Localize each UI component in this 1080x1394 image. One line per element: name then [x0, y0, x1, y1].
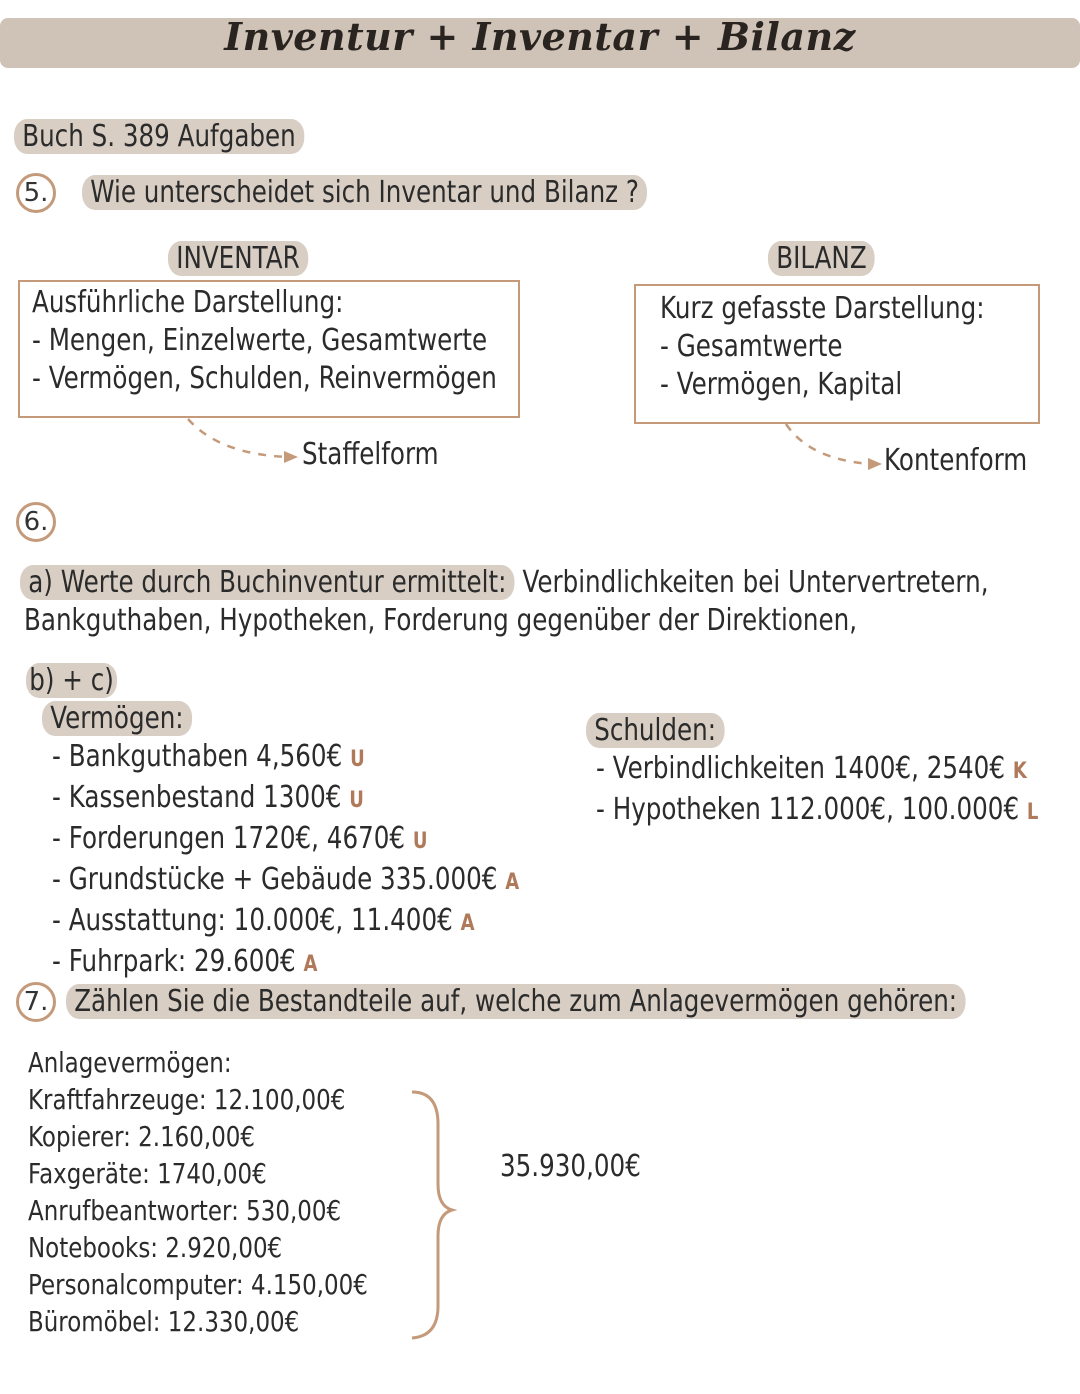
kontenform-label: Kontenform	[884, 443, 1028, 478]
question-5-number: 5.	[16, 173, 56, 213]
vermoegen-item-mark: A	[303, 952, 318, 977]
vermoegen-heading-label: Vermögen:	[42, 701, 192, 736]
bilanz-arrow	[780, 420, 890, 480]
inventar-line: Ausführliche Darstellung:	[32, 285, 344, 320]
anlagevermoegen-item: Kopierer: 2.160,00€	[28, 1120, 256, 1153]
staffelform-label: Staffelform	[302, 437, 439, 472]
anlagevermoegen-item: Anrufbeantworter: 530,00€	[28, 1194, 342, 1227]
vermoegen-item-mark: U	[350, 747, 365, 772]
inventar-line: - Vermögen, Schulden, Reinvermögen	[32, 361, 497, 396]
inventar-lines	[32, 284, 497, 398]
vermoegen-item	[52, 820, 519, 861]
anlagevermoegen-item: Kraftfahrzeuge: 12.100,00€	[28, 1083, 346, 1116]
question-6a-text: Verbindlichkeiten bei Untervertretern,	[522, 565, 989, 600]
anlagevermoegen-list	[28, 1044, 368, 1340]
vermoegen-list	[52, 738, 519, 984]
anlagevermoegen-item: Personalcomputer: 4.150,00€	[28, 1268, 368, 1301]
book-reference-text: Buch S. 389 Aufgaben	[14, 119, 304, 154]
schulden-heading	[586, 712, 724, 750]
question-6bc-text: b) + c)	[26, 663, 117, 698]
question-6a-line2: Bankguthaben, Hypotheken, Forderung gegenüber der Direktionen,	[24, 603, 858, 638]
page-title: Inventur + Inventar + Bilanz	[224, 14, 856, 59]
bilanz-line: Kurz gefasste Darstellung:	[660, 291, 985, 326]
book-reference	[14, 118, 304, 156]
question-5-text	[82, 174, 647, 212]
vermoegen-item-text: - Forderungen 1720€, 4670€	[52, 821, 406, 856]
vermoegen-item-text: - Bankguthaben 4,560€	[52, 739, 343, 774]
vermoegen-item	[52, 779, 519, 820]
anlagevermoegen-heading: Anlagevermögen:	[28, 1046, 232, 1079]
schulden-item-text: - Verbindlichkeiten 1400€, 2540€	[596, 751, 1005, 786]
inventar-line: - Mengen, Einzelwerte, Gesamtwerte	[32, 323, 488, 358]
inventar-arrow	[180, 415, 310, 475]
vermoegen-heading	[42, 700, 192, 738]
vermoegen-item-text: - Grundstücke + Gebäude 335.000€	[52, 862, 498, 897]
question-6bc-label	[26, 662, 117, 700]
schulden-heading-label: Schulden:	[586, 713, 724, 748]
schulden-item-text: - Hypotheken 112.000€, 100.000€	[596, 792, 1020, 827]
schulden-item	[596, 750, 1038, 791]
curly-brace-icon	[404, 1084, 464, 1344]
vermoegen-item-mark: U	[412, 829, 428, 854]
bilanz-lines	[660, 290, 985, 404]
vermoegen-item	[52, 943, 519, 984]
question-7-number: 7.	[16, 982, 56, 1022]
vermoegen-item	[52, 902, 519, 943]
schulden-list	[596, 750, 1038, 832]
anlagevermoegen-item: Faxgeräte: 1740,00€	[28, 1157, 267, 1190]
bilanz-heading	[768, 240, 875, 278]
anlagevermoegen-total: 35.930,00€	[500, 1149, 641, 1184]
vermoegen-item-mark: U	[349, 788, 364, 813]
vermoegen-item-text: - Ausstattung: 10.000€, 11.400€	[52, 903, 453, 938]
vermoegen-item	[52, 861, 519, 902]
vermoegen-item-mark: A	[505, 870, 520, 895]
question-7-text	[66, 983, 965, 1021]
bilanz-heading-label: BILANZ	[768, 241, 875, 276]
inventar-heading-label: INVENTAR	[168, 241, 308, 276]
question-6a	[20, 564, 989, 602]
schulden-item-mark: K	[1012, 759, 1027, 784]
question-5-label: Wie unterscheidet sich Inventar und Bilanz ?	[82, 175, 647, 210]
vermoegen-item	[52, 738, 519, 779]
anlagevermoegen-item: Büromöbel: 12.330,00€	[28, 1305, 300, 1338]
schulden-item	[596, 791, 1038, 832]
vermoegen-item-text: - Kassenbestand 1300€	[52, 780, 342, 815]
inventar-heading	[168, 240, 308, 278]
schulden-item-mark: L	[1026, 800, 1039, 825]
question-6a-label: a) Werte durch Buchinventur ermittelt:	[20, 565, 515, 600]
vermoegen-item-mark: A	[460, 911, 475, 936]
bilanz-line: - Gesamtwerte	[660, 329, 843, 364]
question-7-label: Zählen Sie die Bestandteile auf, welche zum Anlagevermögen gehören:	[66, 984, 965, 1019]
vermoegen-item-text: - Fuhrpark: 29.600€	[52, 944, 296, 979]
anlagevermoegen-item: Notebooks: 2.920,00€	[28, 1231, 283, 1264]
bilanz-line: - Vermögen, Kapital	[660, 367, 903, 402]
question-6-number: 6.	[16, 502, 56, 542]
